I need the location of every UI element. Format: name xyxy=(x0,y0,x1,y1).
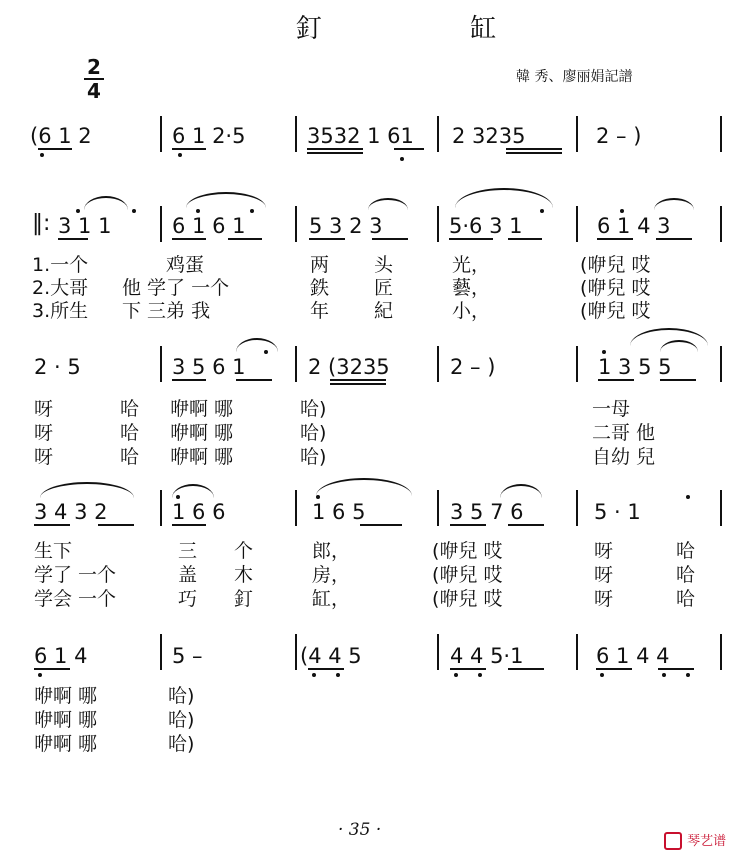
high-dot xyxy=(196,209,200,213)
underline xyxy=(598,379,634,381)
lyric: 呀 xyxy=(594,540,614,562)
underline xyxy=(172,148,206,150)
lyric: 哈 xyxy=(120,422,140,444)
lyric: 光， xyxy=(452,254,491,276)
underline xyxy=(394,148,424,150)
barline xyxy=(576,490,578,526)
lyric: 呀 xyxy=(34,398,54,420)
time-signature xyxy=(84,56,104,102)
lyric: 呀 xyxy=(594,588,614,610)
barline xyxy=(295,634,297,670)
lyric: 两 xyxy=(310,254,330,276)
low-dot xyxy=(478,673,482,677)
high-dot xyxy=(264,350,268,354)
low-dot xyxy=(336,673,340,677)
measure: 3 5 6 1 xyxy=(172,355,246,379)
underline xyxy=(172,524,206,526)
measure: 6 1 2·5 xyxy=(172,124,246,148)
measure: 4 4 5·1 xyxy=(450,644,524,668)
lyric: 呀 xyxy=(34,446,54,468)
lyric: 巧 xyxy=(178,588,198,610)
lyric: 缸， xyxy=(312,588,351,610)
barline xyxy=(720,490,722,526)
measure: 6 1 4 4 xyxy=(596,644,670,668)
lyric: 2.大哥 xyxy=(32,277,89,299)
barline xyxy=(160,346,162,382)
barline xyxy=(437,346,439,382)
barline xyxy=(160,116,162,152)
measure: 5 3 2 3 xyxy=(309,214,383,238)
slur xyxy=(236,338,278,352)
measure: 2 – ) xyxy=(450,355,496,379)
underline xyxy=(307,152,363,154)
lyric: 匠 xyxy=(374,277,394,299)
low-dot xyxy=(38,673,42,677)
low-dot xyxy=(400,157,404,161)
lyric: 木 xyxy=(234,564,254,586)
time-signature-bottom: 4 xyxy=(87,79,101,103)
underline xyxy=(450,524,486,526)
watermark-logo xyxy=(664,830,726,850)
lyric: 哈) xyxy=(168,709,195,731)
measure: 6 1 4 xyxy=(34,644,88,668)
high-dot xyxy=(686,495,690,499)
underline xyxy=(506,152,562,154)
lyric: (咿兒 哎 xyxy=(432,588,503,610)
barline xyxy=(437,634,439,670)
lyric: 哈) xyxy=(300,446,327,468)
barline xyxy=(295,206,297,242)
low-dot xyxy=(600,673,604,677)
lyric: 学了 一个 xyxy=(34,564,117,586)
lyric: 盖 xyxy=(178,564,198,586)
time-signature-top: 2 xyxy=(87,55,101,79)
underline xyxy=(372,238,408,240)
high-dot xyxy=(316,495,320,499)
underline xyxy=(228,238,262,240)
lyric: 郎， xyxy=(312,540,351,562)
measure: 6 1 4 3 xyxy=(597,214,671,238)
measure: 3 5 7 6 xyxy=(450,500,524,524)
high-dot xyxy=(76,209,80,213)
underline xyxy=(658,668,694,670)
barline xyxy=(160,206,162,242)
slur xyxy=(84,196,128,210)
barline xyxy=(295,490,297,526)
underline xyxy=(597,238,633,240)
lyric: 咿啊 哪 xyxy=(170,398,234,420)
underline xyxy=(307,148,363,150)
underline xyxy=(450,668,486,670)
high-dot xyxy=(540,209,544,213)
low-dot xyxy=(40,153,44,157)
underline xyxy=(360,524,402,526)
lyric: 下 三弟 我 xyxy=(122,300,211,322)
measure: 1 3 5 5 xyxy=(598,355,672,379)
barline xyxy=(437,490,439,526)
barline xyxy=(576,634,578,670)
lyric: 藝， xyxy=(452,277,491,299)
underline xyxy=(506,148,562,150)
barline xyxy=(720,116,722,152)
underline xyxy=(34,524,70,526)
lyric: 二哥 他 xyxy=(592,422,656,444)
lyric: 哈) xyxy=(168,685,195,707)
barline xyxy=(576,206,578,242)
lyric: 紀 xyxy=(374,300,394,322)
measure: 2 3235 xyxy=(452,124,526,148)
barline xyxy=(160,490,162,526)
lyric: 咿啊 哪 xyxy=(34,709,98,731)
underline xyxy=(58,238,88,240)
lyric: 哈 xyxy=(676,564,696,586)
lyric: (咿兒 哎 xyxy=(580,254,651,276)
measure: 1 6 6 xyxy=(172,500,226,524)
slur xyxy=(316,478,412,496)
lyric: 小， xyxy=(452,300,491,322)
underline xyxy=(596,668,632,670)
lyric: 咿啊 哪 xyxy=(170,446,234,468)
lyric: 学会 一个 xyxy=(34,588,117,610)
low-dot xyxy=(686,673,690,677)
low-dot xyxy=(312,673,316,677)
underline xyxy=(330,383,386,385)
underline xyxy=(38,148,72,150)
slur xyxy=(500,484,542,498)
high-dot xyxy=(602,350,606,354)
lyric: 呀 xyxy=(594,564,614,586)
lyric: 1.一个 xyxy=(32,254,89,276)
watermark-icon xyxy=(664,832,682,850)
lyric: 哈) xyxy=(300,398,327,420)
measure: 2 · 5 xyxy=(34,355,81,379)
measure: 5·6 3 1 xyxy=(449,214,523,238)
measure: 5 · 1 xyxy=(594,500,641,524)
lyric: 自幼 兒 xyxy=(592,446,656,468)
slur xyxy=(40,482,134,498)
barline xyxy=(295,346,297,382)
lyric: 呀 xyxy=(34,422,54,444)
barline xyxy=(160,634,162,670)
measure: 5 – xyxy=(172,644,203,668)
lyric: 他 学了 一个 xyxy=(122,277,230,299)
slur xyxy=(186,192,266,208)
high-dot xyxy=(176,495,180,499)
underline xyxy=(449,238,493,240)
measure: (4 4 5 xyxy=(300,644,362,668)
repeat-sign: ‖: xyxy=(32,211,51,236)
measure: 6 1 6 1 xyxy=(172,214,246,238)
low-dot xyxy=(178,153,182,157)
lyric: 釘 xyxy=(234,588,254,610)
low-dot xyxy=(454,673,458,677)
underline xyxy=(236,379,272,381)
barline xyxy=(576,116,578,152)
underline xyxy=(508,238,542,240)
measure: 2 (3235 xyxy=(308,355,390,379)
lyric: 头 xyxy=(374,254,394,276)
barline xyxy=(720,206,722,242)
slur xyxy=(455,188,553,208)
lyric: 房， xyxy=(312,564,351,586)
lyric: 鉄 xyxy=(310,277,330,299)
lyric: 咿啊 哪 xyxy=(34,685,98,707)
measure: 2 – ) xyxy=(596,124,642,148)
credit-line: 韓 秀、廖丽娟記譜 xyxy=(516,69,633,85)
slur xyxy=(654,198,694,210)
underline xyxy=(172,238,206,240)
lyric: 哈) xyxy=(168,733,195,755)
measure: 3 4 3 2 xyxy=(34,500,108,524)
slur xyxy=(368,198,408,210)
barline xyxy=(437,206,439,242)
lyric: 鸡蛋 xyxy=(166,254,205,276)
lyric: (咿兒 哎 xyxy=(580,277,651,299)
underline xyxy=(660,379,696,381)
song-title: 釘 缸 xyxy=(296,14,567,44)
high-dot xyxy=(250,209,254,213)
measure: (6 1 2 xyxy=(30,124,92,148)
lyric: 咿啊 哪 xyxy=(34,733,98,755)
barline xyxy=(720,634,722,670)
underline xyxy=(308,668,344,670)
measure: 1 6 5 xyxy=(312,500,366,524)
underline xyxy=(330,379,386,381)
lyric: 一母 xyxy=(592,398,631,420)
underline xyxy=(98,524,134,526)
lyric: 咿啊 哪 xyxy=(170,422,234,444)
lyric: 哈 xyxy=(120,446,140,468)
measure: 3 1 1 xyxy=(58,214,112,238)
underline xyxy=(309,238,345,240)
barline xyxy=(295,116,297,152)
underline xyxy=(34,668,70,670)
lyric: 哈 xyxy=(676,540,696,562)
barline xyxy=(576,346,578,382)
high-dot xyxy=(132,209,136,213)
barline xyxy=(437,116,439,152)
lyric: 哈) xyxy=(300,422,327,444)
lyric: 哈 xyxy=(676,588,696,610)
underline xyxy=(656,238,692,240)
barline xyxy=(720,346,722,382)
underline xyxy=(172,379,206,381)
lyric: (咿兒 哎 xyxy=(432,564,503,586)
page-number: · 35 · xyxy=(338,820,382,840)
lyric: 生下 xyxy=(34,540,73,562)
watermark-text: 琴艺谱 xyxy=(687,834,727,849)
lyric: (咿兒 哎 xyxy=(432,540,503,562)
lyric: 三 xyxy=(178,540,198,562)
underline xyxy=(508,668,544,670)
lyric: 哈 xyxy=(120,398,140,420)
underline xyxy=(508,524,544,526)
lyric: (咿兒 哎 xyxy=(580,300,651,322)
lyric: 个 xyxy=(234,540,254,562)
measure: 3532 1 61 xyxy=(307,124,414,148)
high-dot xyxy=(620,209,624,213)
lyric: 3.所生 xyxy=(32,300,89,322)
lyric: 年 xyxy=(310,300,330,322)
low-dot xyxy=(662,673,666,677)
